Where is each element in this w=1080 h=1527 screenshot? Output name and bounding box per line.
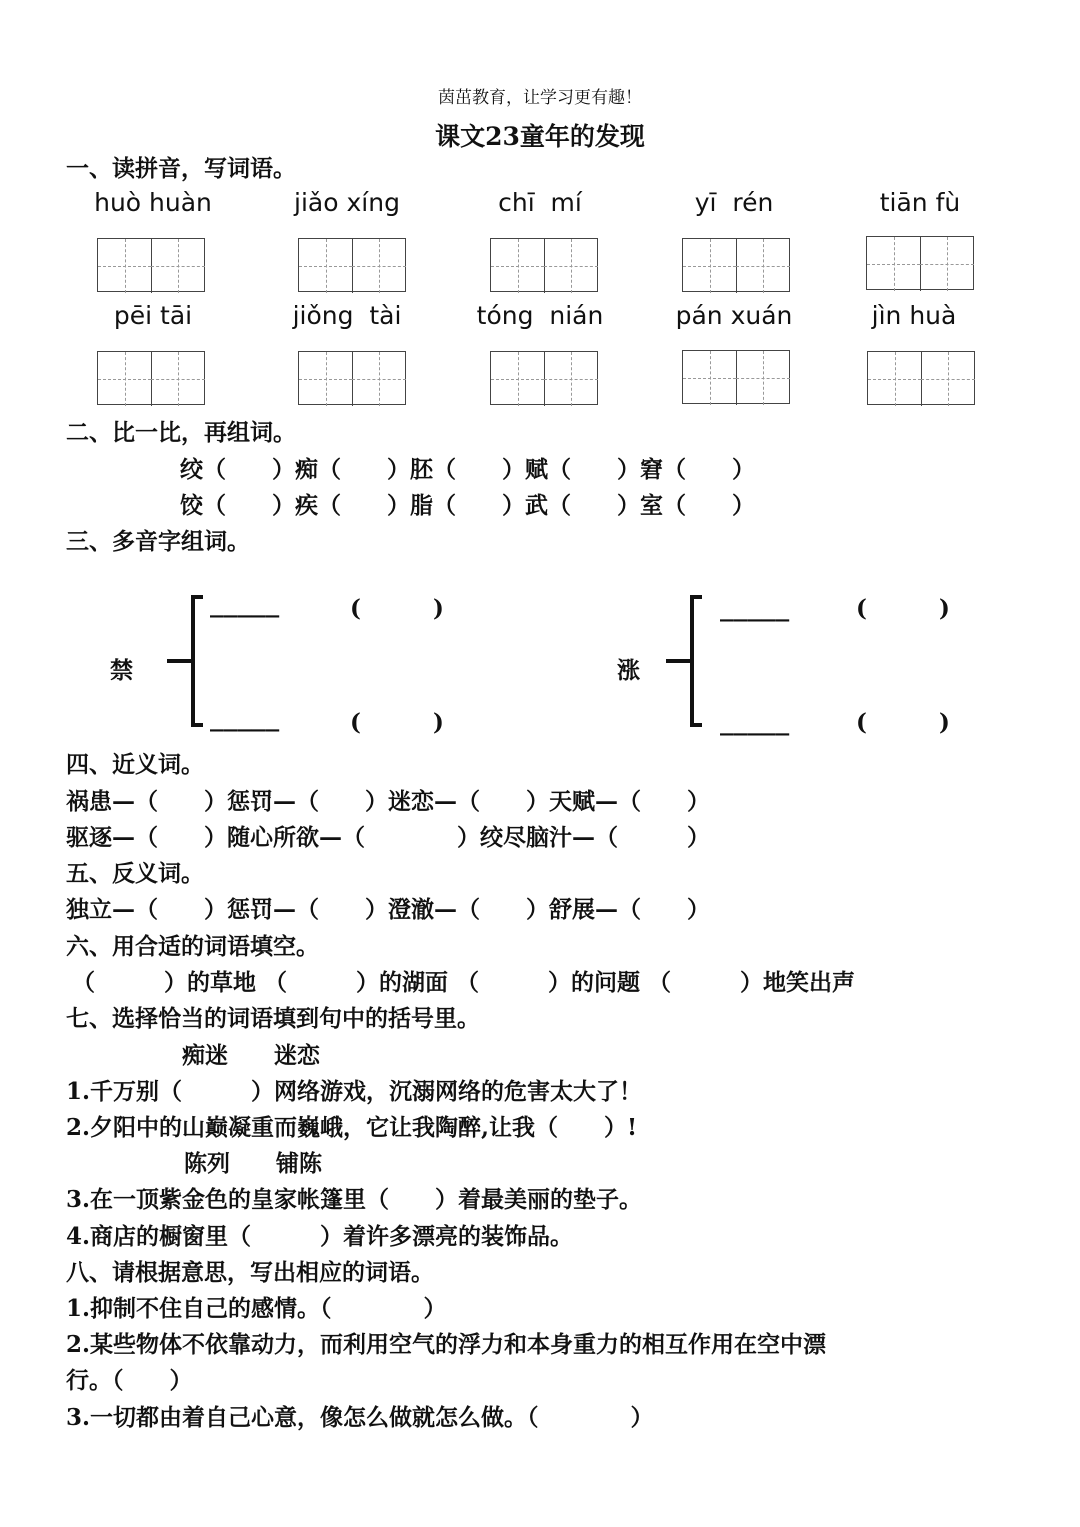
- pinyin-9: pán xuán: [675, 301, 793, 330]
- pinyin-5: tiān fù: [879, 188, 961, 217]
- section-7-heading: 七、选择恰当的词语填到句中的括号里。: [66, 1005, 480, 1032]
- writing-box[interactable]: [682, 350, 790, 404]
- section-3-heading: 三、多音字组词。: [66, 528, 250, 555]
- writing-box[interactable]: [298, 351, 406, 405]
- writing-box[interactable]: [490, 238, 598, 292]
- brace-right: [662, 594, 707, 728]
- blank-line: _____: [720, 596, 790, 622]
- pinyin-2: jiǎo xíng: [294, 188, 400, 217]
- blank-line: _____: [210, 592, 280, 618]
- compare-line-1: 绞（ ）痴（ ）胚（ ）赋（ ）窘（ ）: [180, 456, 755, 483]
- section-1-heading: 一、读拼音，写词语。: [66, 155, 296, 182]
- writing-box[interactable]: [298, 238, 406, 292]
- pinyin-8: tóng nián: [476, 301, 604, 330]
- compare-line-2: 饺（ ）疾（ ）脂（ ）武（ ）室（ ）: [180, 492, 755, 519]
- pinyin-7: jiǒng tài: [292, 301, 402, 330]
- paren-blank[interactable]: ( ): [350, 709, 444, 736]
- question-7-1: 1.千万别（ ）网络游戏，沉溺网络的危害太大了！: [66, 1078, 643, 1105]
- writing-box[interactable]: [490, 351, 598, 405]
- polyphone-char-right: 涨: [617, 657, 640, 684]
- pinyin-6: pēi tāi: [113, 301, 193, 330]
- question-8-3: 3.一切都由着自己心意，像怎么做就怎么做。（ ）: [66, 1404, 654, 1431]
- pinyin-4: yī rén: [694, 188, 774, 217]
- question-8-2-cont: 行。（ ）: [66, 1367, 193, 1394]
- writing-box[interactable]: [866, 236, 974, 290]
- writing-box[interactable]: [97, 351, 205, 405]
- question-7-4: 4.商店的橱窗里（ ）着许多漂亮的装饰品。: [66, 1223, 574, 1250]
- question-7-2: 2.夕阳中的山巅凝重而巍峨，它让我陶醉,让我（ ）!: [66, 1114, 638, 1141]
- paren-blank[interactable]: ( ): [350, 595, 444, 622]
- polyphone-char-left: 禁: [110, 657, 133, 684]
- pinyin-10: jìn huà: [871, 301, 957, 330]
- question-7-3: 3.在一顶紫金色的皇家帐篷里（ ）着最美丽的垫子。: [66, 1186, 643, 1213]
- pinyin-1: huò huàn: [94, 188, 212, 217]
- page-title: 课文23童年的发现: [435, 122, 645, 151]
- fill-line-1: （ ）的草地 （ ）的湖面 （ ）的问题 （ ）地笑出声: [72, 969, 856, 996]
- section-8-heading: 八、请根据意思，写出相应的词语。: [66, 1259, 434, 1286]
- question-8-2: 2.某些物体不依靠动力，而利用空气的浮力和本身重力的相互作用在空中漂: [66, 1331, 827, 1358]
- word-choices-2: 陈列 铺陈: [184, 1150, 322, 1177]
- writing-box[interactable]: [97, 238, 205, 292]
- section-2-heading: 二、比一比，再组词。: [66, 419, 296, 446]
- paren-blank[interactable]: ( ): [856, 709, 950, 736]
- section-6-heading: 六、用合适的词语填空。: [66, 933, 319, 960]
- brace-left: [163, 594, 208, 728]
- antonym-line-1: 独立—（ ）惩罚—（ ）澄澈—（ ）舒展—（ ）: [66, 896, 710, 923]
- pinyin-3: chī mí: [498, 188, 582, 217]
- synonym-line-2: 驱逐—（ ）随心所欲—（ ）绞尽脑汁—（ ）: [66, 824, 710, 851]
- section-4-heading: 四、近义词。: [66, 751, 204, 778]
- blank-line: _____: [210, 706, 280, 732]
- section-5-heading: 五、反义词。: [66, 860, 204, 887]
- page-header: 茵茁教育，让学习更有趣！: [438, 88, 642, 108]
- word-choices-1: 痴迷 迷恋: [182, 1042, 320, 1069]
- question-8-1: 1.抑制不住自己的感情。（ ）: [66, 1295, 447, 1322]
- blank-line: _____: [720, 710, 790, 736]
- writing-box[interactable]: [682, 238, 790, 292]
- writing-box[interactable]: [867, 351, 975, 405]
- synonym-line-1: 祸患—（ ）惩罚—（ ）迷恋—（ ）天赋—（ ）: [66, 788, 710, 815]
- paren-blank[interactable]: ( ): [856, 595, 950, 622]
